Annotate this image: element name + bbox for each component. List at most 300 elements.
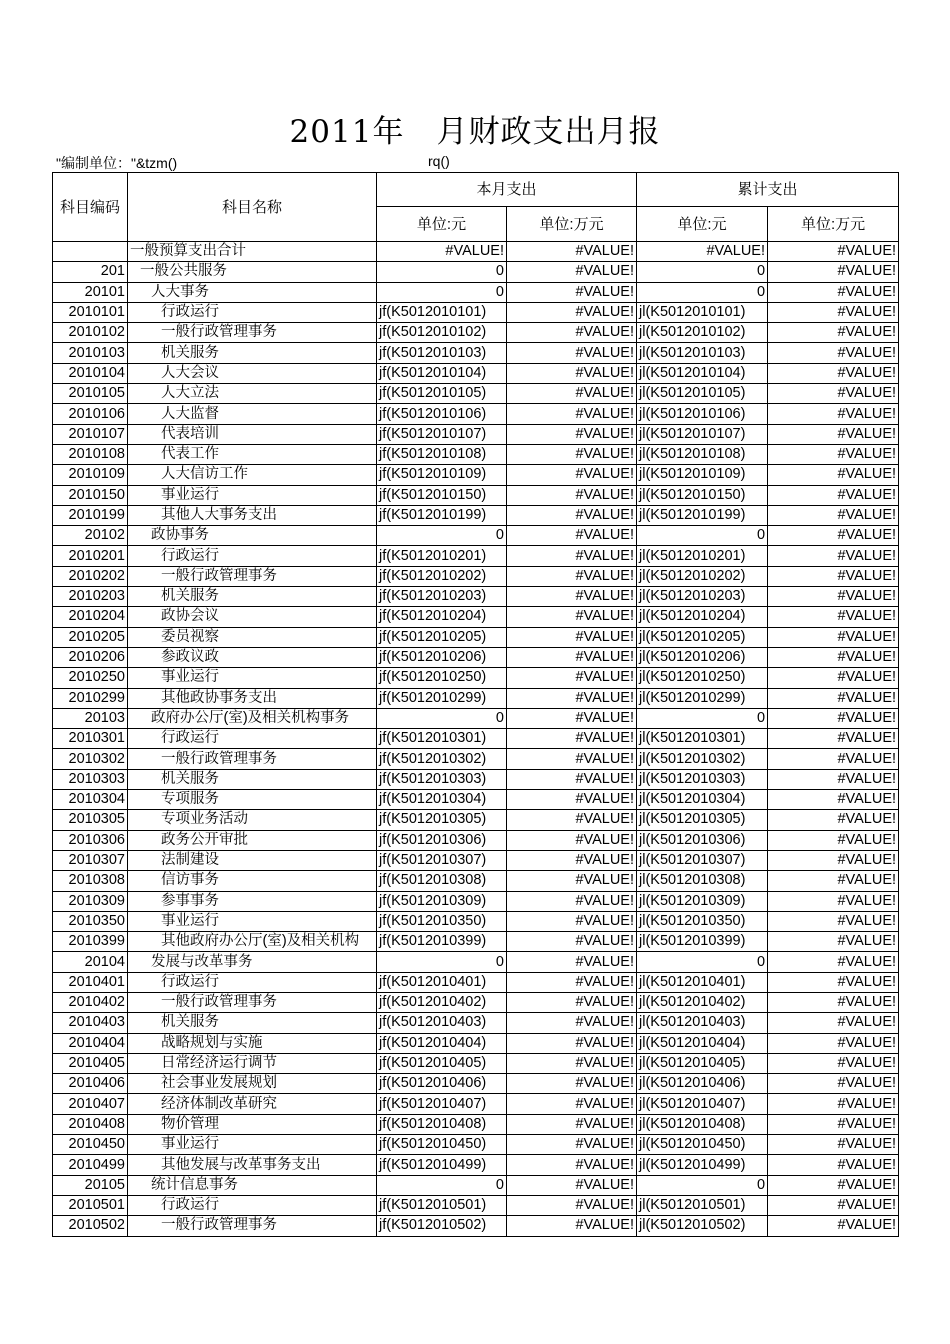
monthly-yuan-cell[interactable]: jf(K5012010108) (377, 444, 507, 464)
monthly-wan-cell[interactable]: #VALUE! (507, 952, 637, 972)
monthly-yuan-cell[interactable]: jf(K5012010304) (377, 790, 507, 810)
monthly-wan-cell[interactable]: #VALUE! (507, 587, 637, 607)
cumulative-yuan-cell[interactable]: jl(K5012010350) (637, 911, 768, 931)
monthly-wan-cell[interactable]: #VALUE! (507, 1155, 637, 1175)
cumulative-wan-cell[interactable]: #VALUE! (768, 363, 899, 383)
subject-name-cell[interactable] (128, 891, 377, 911)
monthly-wan-cell[interactable]: #VALUE! (507, 262, 637, 282)
monthly-yuan-cell[interactable]: jf(K5012010150) (377, 485, 507, 505)
cumulative-yuan-cell[interactable]: jl(K5012010402) (637, 992, 768, 1012)
monthly-yuan-cell[interactable]: jf(K5012010399) (377, 932, 507, 952)
cumulative-wan-cell[interactable]: #VALUE! (768, 729, 899, 749)
monthly-wan-cell[interactable]: #VALUE! (507, 830, 637, 850)
subject-name-cell[interactable] (128, 282, 377, 302)
cumulative-wan-cell[interactable]: #VALUE! (768, 607, 899, 627)
monthly-wan-cell[interactable]: #VALUE! (507, 1216, 637, 1236)
cumulative-wan-cell[interactable]: #VALUE! (768, 1094, 899, 1114)
monthly-wan-cell[interactable]: #VALUE! (507, 850, 637, 870)
cumulative-yuan-cell[interactable]: jl(K5012010106) (637, 404, 768, 424)
cumulative-wan-cell[interactable]: #VALUE! (768, 404, 899, 424)
monthly-yuan-cell[interactable]: jf(K5012010501) (377, 1195, 507, 1215)
monthly-yuan-cell[interactable]: jf(K5012010103) (377, 343, 507, 363)
monthly-yuan-cell[interactable]: jf(K5012010401) (377, 972, 507, 992)
subject-code-cell[interactable]: 2010305 (53, 810, 128, 830)
cumulative-wan-cell[interactable]: #VALUE! (768, 485, 899, 505)
subject-code-cell[interactable]: 2010109 (53, 465, 128, 485)
monthly-yuan-cell[interactable]: jf(K5012010403) (377, 1013, 507, 1033)
monthly-wan-cell[interactable]: #VALUE! (507, 465, 637, 485)
monthly-wan-cell[interactable]: #VALUE! (507, 810, 637, 830)
cumulative-yuan-cell[interactable]: #VALUE! (637, 242, 768, 262)
monthly-wan-cell[interactable]: #VALUE! (507, 323, 637, 343)
monthly-yuan-cell[interactable]: jf(K5012010350) (377, 911, 507, 931)
subject-name-cell[interactable] (128, 607, 377, 627)
cumulative-yuan-cell[interactable]: jl(K5012010306) (637, 830, 768, 850)
table-body (53, 242, 899, 1237)
cumulative-wan-cell[interactable]: #VALUE! (768, 546, 899, 566)
monthly-yuan-cell[interactable]: jf(K5012010408) (377, 1114, 507, 1134)
cumulative-yuan-cell[interactable]: jl(K5012010450) (637, 1135, 768, 1155)
subject-code-cell[interactable]: 2010303 (53, 769, 128, 789)
subject-code-cell[interactable]: 2010250 (53, 668, 128, 688)
monthly-yuan-cell[interactable]: 0 (377, 282, 507, 302)
subject-code-cell[interactable]: 2010309 (53, 891, 128, 911)
monthly-wan-cell[interactable]: #VALUE! (507, 1114, 637, 1134)
monthly-wan-cell[interactable]: #VALUE! (507, 627, 637, 647)
monthly-wan-cell[interactable]: #VALUE! (507, 790, 637, 810)
cumulative-yuan-cell[interactable]: jl(K5012010502) (637, 1216, 768, 1236)
cumulative-wan-cell[interactable]: #VALUE! (768, 932, 899, 952)
cumulative-yuan-cell[interactable]: 0 (637, 526, 768, 546)
cumulative-wan-cell[interactable]: #VALUE! (768, 1074, 899, 1094)
cumulative-wan-cell[interactable]: #VALUE! (768, 749, 899, 769)
cumulative-yuan-cell[interactable]: jl(K5012010150) (637, 485, 768, 505)
subject-name-cell[interactable] (128, 323, 377, 343)
cumulative-yuan-cell[interactable]: jl(K5012010404) (637, 1033, 768, 1053)
subject-name-cell[interactable] (128, 790, 377, 810)
subject-name-cell[interactable] (128, 546, 377, 566)
cumulative-yuan-cell[interactable]: jl(K5012010405) (637, 1053, 768, 1073)
cumulative-wan-cell[interactable]: #VALUE! (768, 911, 899, 931)
monthly-wan-cell[interactable]: #VALUE! (507, 1013, 637, 1033)
subject-code-cell[interactable]: 2010404 (53, 1033, 128, 1053)
subject-name-cell[interactable] (128, 1155, 377, 1175)
monthly-yuan-cell[interactable]: jf(K5012010450) (377, 1135, 507, 1155)
cumulative-yuan-cell[interactable]: jl(K5012010102) (637, 323, 768, 343)
cumulative-yuan-cell[interactable]: jl(K5012010299) (637, 688, 768, 708)
cumulative-wan-cell[interactable]: #VALUE! (768, 647, 899, 667)
cumulative-yuan-cell[interactable]: jl(K5012010401) (637, 972, 768, 992)
cumulative-wan-cell[interactable]: #VALUE! (768, 1216, 899, 1236)
subject-name-cell[interactable] (128, 1216, 377, 1236)
subject-name-cell[interactable] (128, 992, 377, 1012)
monthly-yuan-cell[interactable]: jf(K5012010307) (377, 850, 507, 870)
cumulative-wan-cell[interactable]: #VALUE! (768, 871, 899, 891)
subject-code-cell[interactable]: 2010299 (53, 688, 128, 708)
subject-code-cell[interactable]: 2010107 (53, 424, 128, 444)
cumulative-yuan-cell[interactable]: jl(K5012010408) (637, 1114, 768, 1134)
subject-code-cell[interactable]: 20102 (53, 526, 128, 546)
cumulative-wan-cell[interactable]: #VALUE! (768, 1033, 899, 1053)
monthly-yuan-cell[interactable]: 0 (377, 708, 507, 728)
subject-name-cell[interactable] (128, 972, 377, 992)
cumulative-yuan-cell[interactable]: jl(K5012010204) (637, 607, 768, 627)
monthly-yuan-cell[interactable]: 0 (377, 1175, 507, 1195)
cumulative-yuan-cell[interactable]: jl(K5012010104) (637, 363, 768, 383)
cumulative-yuan-cell[interactable]: jl(K5012010101) (637, 302, 768, 322)
subject-name-cell[interactable] (128, 566, 377, 586)
monthly-yuan-cell[interactable]: jf(K5012010406) (377, 1074, 507, 1094)
monthly-wan-cell[interactable]: #VALUE! (507, 871, 637, 891)
subject-name-cell[interactable] (128, 424, 377, 444)
subject-code-cell[interactable]: 2010450 (53, 1135, 128, 1155)
subject-code-cell[interactable]: 2010308 (53, 871, 128, 891)
subject-code-cell[interactable]: 20105 (53, 1175, 128, 1195)
monthly-wan-cell[interactable]: #VALUE! (507, 668, 637, 688)
monthly-wan-cell[interactable]: #VALUE! (507, 1135, 637, 1155)
cumulative-wan-cell[interactable]: #VALUE! (768, 992, 899, 1012)
subject-code-cell[interactable]: 2010101 (53, 302, 128, 322)
monthly-wan-cell[interactable]: #VALUE! (507, 1074, 637, 1094)
cumulative-yuan-cell[interactable]: jl(K5012010499) (637, 1155, 768, 1175)
monthly-wan-cell[interactable]: #VALUE! (507, 526, 637, 546)
subject-code-cell[interactable]: 2010399 (53, 932, 128, 952)
subject-code-cell[interactable]: 2010106 (53, 404, 128, 424)
monthly-yuan-cell[interactable]: jf(K5012010203) (377, 587, 507, 607)
cumulative-wan-cell[interactable]: #VALUE! (768, 526, 899, 546)
monthly-wan-cell[interactable]: #VALUE! (507, 1195, 637, 1215)
cumulative-yuan-cell[interactable]: jl(K5012010105) (637, 384, 768, 404)
cumulative-wan-cell[interactable]: #VALUE! (768, 1175, 899, 1195)
monthly-wan-cell[interactable]: #VALUE! (507, 363, 637, 383)
monthly-yuan-cell[interactable]: jf(K5012010499) (377, 1155, 507, 1175)
subject-name-cell[interactable] (128, 262, 377, 282)
cumulative-yuan-cell[interactable]: jl(K5012010250) (637, 668, 768, 688)
monthly-wan-cell[interactable]: #VALUE! (507, 1053, 637, 1073)
subject-name-cell[interactable] (128, 668, 377, 688)
monthly-yuan-cell[interactable]: jf(K5012010404) (377, 1033, 507, 1053)
cumulative-yuan-cell[interactable]: jl(K5012010107) (637, 424, 768, 444)
monthly-yuan-cell[interactable]: jf(K5012010201) (377, 546, 507, 566)
cumulative-wan-cell[interactable]: #VALUE! (768, 1114, 899, 1134)
cumulative-wan-cell[interactable]: #VALUE! (768, 1155, 899, 1175)
subject-code-cell[interactable]: 2010204 (53, 607, 128, 627)
cumulative-yuan-cell[interactable]: jl(K5012010407) (637, 1094, 768, 1114)
monthly-yuan-cell[interactable]: jf(K5012010102) (377, 323, 507, 343)
monthly-wan-cell[interactable]: #VALUE! (507, 932, 637, 952)
monthly-yuan-cell[interactable]: jf(K5012010308) (377, 871, 507, 891)
cumulative-wan-cell[interactable]: #VALUE! (768, 972, 899, 992)
monthly-yuan-cell[interactable]: jf(K5012010202) (377, 566, 507, 586)
cumulative-yuan-cell[interactable]: jl(K5012010109) (637, 465, 768, 485)
monthly-wan-cell[interactable]: #VALUE! (507, 242, 637, 262)
cumulative-yuan-cell[interactable]: 0 (637, 262, 768, 282)
monthly-wan-cell[interactable]: #VALUE! (507, 749, 637, 769)
monthly-yuan-cell[interactable]: jf(K5012010204) (377, 607, 507, 627)
cumulative-yuan-cell[interactable]: jl(K5012010201) (637, 546, 768, 566)
subject-code-cell[interactable]: 2010304 (53, 790, 128, 810)
subject-name-cell[interactable] (128, 302, 377, 322)
subject-code-cell[interactable]: 20103 (53, 708, 128, 728)
subject-name-cell[interactable] (128, 911, 377, 931)
subject-code-cell[interactable]: 2010302 (53, 749, 128, 769)
monthly-wan-cell[interactable]: #VALUE! (507, 1175, 637, 1195)
monthly-wan-cell[interactable]: #VALUE! (507, 992, 637, 1012)
monthly-yuan-cell[interactable]: jf(K5012010402) (377, 992, 507, 1012)
cumulative-wan-cell[interactable]: #VALUE! (768, 1135, 899, 1155)
cumulative-yuan-cell[interactable]: jl(K5012010403) (637, 1013, 768, 1033)
cumulative-wan-cell[interactable]: #VALUE! (768, 343, 899, 363)
subject-name-cell[interactable] (128, 1074, 377, 1094)
subject-code-cell[interactable]: 2010405 (53, 1053, 128, 1073)
cumulative-wan-cell[interactable]: #VALUE! (768, 830, 899, 850)
subject-code-cell[interactable]: 2010306 (53, 830, 128, 850)
cumulative-yuan-cell[interactable]: jl(K5012010308) (637, 871, 768, 891)
monthly-yuan-cell[interactable]: jf(K5012010305) (377, 810, 507, 830)
cumulative-wan-cell[interactable]: #VALUE! (768, 444, 899, 464)
subject-code-cell[interactable]: 2010403 (53, 1013, 128, 1033)
subject-code-cell[interactable]: 2010105 (53, 384, 128, 404)
cumulative-wan-cell[interactable]: #VALUE! (768, 1195, 899, 1215)
subject-name-cell[interactable] (128, 343, 377, 363)
monthly-yuan-cell[interactable]: jf(K5012010104) (377, 363, 507, 383)
subject-name-cell[interactable] (128, 647, 377, 667)
subject-name-cell[interactable] (128, 1013, 377, 1033)
monthly-wan-cell[interactable]: #VALUE! (507, 972, 637, 992)
cumulative-yuan-cell[interactable]: jl(K5012010501) (637, 1195, 768, 1215)
subject-name-cell[interactable] (128, 404, 377, 424)
subject-name-cell[interactable] (128, 749, 377, 769)
subject-code-cell[interactable]: 2010350 (53, 911, 128, 931)
subject-name-cell[interactable] (128, 810, 377, 830)
subject-code-cell[interactable]: 2010402 (53, 992, 128, 1012)
cumulative-wan-cell[interactable]: #VALUE! (768, 566, 899, 586)
monthly-wan-cell[interactable]: #VALUE! (507, 688, 637, 708)
subject-code-cell[interactable]: 2010205 (53, 627, 128, 647)
cumulative-wan-cell[interactable]: #VALUE! (768, 952, 899, 972)
cumulative-yuan-cell[interactable]: jl(K5012010302) (637, 749, 768, 769)
monthly-yuan-cell[interactable]: jf(K5012010107) (377, 424, 507, 444)
cumulative-yuan-cell[interactable]: 0 (637, 952, 768, 972)
monthly-yuan-cell[interactable]: jf(K5012010407) (377, 1094, 507, 1114)
monthly-yuan-cell[interactable]: #VALUE! (377, 242, 507, 262)
subject-name-cell[interactable] (128, 384, 377, 404)
subject-code-cell[interactable]: 2010203 (53, 587, 128, 607)
subject-name-cell[interactable] (128, 526, 377, 546)
subject-name-cell[interactable] (128, 708, 377, 728)
cumulative-yuan-cell[interactable]: jl(K5012010309) (637, 891, 768, 911)
monthly-yuan-cell[interactable]: jf(K5012010106) (377, 404, 507, 424)
subject-code-cell[interactable]: 2010201 (53, 546, 128, 566)
cumulative-wan-cell[interactable]: #VALUE! (768, 242, 899, 262)
cumulative-wan-cell[interactable]: #VALUE! (768, 627, 899, 647)
cumulative-wan-cell[interactable]: #VALUE! (768, 708, 899, 728)
subject-name-cell[interactable] (128, 242, 377, 262)
subject-name-text: 社会事业发展规划 (161, 1075, 277, 1092)
monthly-yuan-cell[interactable]: jf(K5012010306) (377, 830, 507, 850)
subject-code-cell[interactable]: 2010102 (53, 323, 128, 343)
monthly-wan-cell[interactable]: #VALUE! (507, 647, 637, 667)
subject-name-cell[interactable] (128, 688, 377, 708)
monthly-yuan-cell[interactable]: jf(K5012010206) (377, 647, 507, 667)
monthly-wan-cell[interactable]: #VALUE! (507, 607, 637, 627)
cumulative-yuan-cell[interactable]: jl(K5012010301) (637, 729, 768, 749)
monthly-wan-cell[interactable]: #VALUE! (507, 404, 637, 424)
monthly-wan-cell[interactable]: #VALUE! (507, 911, 637, 931)
subject-name-cell[interactable] (128, 465, 377, 485)
subject-name-cell[interactable] (128, 769, 377, 789)
subject-code-cell[interactable]: 2010499 (53, 1155, 128, 1175)
cumulative-yuan-cell[interactable]: jl(K5012010199) (637, 505, 768, 525)
monthly-wan-cell[interactable]: #VALUE! (507, 729, 637, 749)
cumulative-wan-cell[interactable]: #VALUE! (768, 790, 899, 810)
cumulative-wan-cell[interactable]: #VALUE! (768, 891, 899, 911)
cumulative-wan-cell[interactable]: #VALUE! (768, 465, 899, 485)
subject-name-cell[interactable] (128, 1135, 377, 1155)
subject-code-cell[interactable]: 2010199 (53, 505, 128, 525)
subject-code-cell[interactable]: 2010202 (53, 566, 128, 586)
subject-code-cell[interactable]: 2010150 (53, 485, 128, 505)
subject-name-cell[interactable] (128, 444, 377, 464)
subject-code-cell[interactable]: 2010108 (53, 444, 128, 464)
monthly-wan-cell[interactable]: #VALUE! (507, 769, 637, 789)
monthly-wan-cell[interactable]: #VALUE! (507, 282, 637, 302)
subject-name-cell[interactable] (128, 952, 377, 972)
subject-name-text: 政协事务 (151, 527, 209, 544)
cumulative-wan-cell[interactable]: #VALUE! (768, 587, 899, 607)
cumulative-yuan-cell[interactable]: jl(K5012010202) (637, 566, 768, 586)
monthly-yuan-cell[interactable]: jf(K5012010309) (377, 891, 507, 911)
monthly-yuan-cell[interactable]: jf(K5012010405) (377, 1053, 507, 1073)
subject-name-cell[interactable] (128, 1114, 377, 1134)
cumulative-yuan-cell[interactable]: jl(K5012010303) (637, 769, 768, 789)
subject-code-cell[interactable]: 2010501 (53, 1195, 128, 1215)
cumulative-wan-cell[interactable]: #VALUE! (768, 688, 899, 708)
monthly-yuan-cell[interactable]: jf(K5012010105) (377, 384, 507, 404)
cumulative-yuan-cell[interactable]: jl(K5012010206) (637, 647, 768, 667)
cumulative-yuan-cell[interactable]: jl(K5012010406) (637, 1074, 768, 1094)
subject-name-text: 专项服务 (161, 791, 219, 808)
monthly-wan-cell[interactable]: #VALUE! (507, 1094, 637, 1114)
subject-code-cell[interactable] (53, 242, 128, 262)
cumulative-yuan-cell[interactable]: jl(K5012010203) (637, 587, 768, 607)
monthly-wan-cell[interactable]: #VALUE! (507, 444, 637, 464)
subject-code-cell[interactable]: 2010401 (53, 972, 128, 992)
monthly-yuan-cell[interactable]: jf(K5012010205) (377, 627, 507, 647)
subject-code-cell[interactable]: 2010407 (53, 1094, 128, 1114)
subject-code-cell[interactable]: 2010104 (53, 363, 128, 383)
monthly-wan-cell[interactable]: #VALUE! (507, 343, 637, 363)
monthly-wan-cell[interactable]: #VALUE! (507, 546, 637, 566)
monthly-yuan-cell[interactable]: jf(K5012010303) (377, 769, 507, 789)
subject-name-cell[interactable] (128, 932, 377, 952)
subject-code-cell[interactable]: 2010408 (53, 1114, 128, 1134)
monthly-wan-cell[interactable]: #VALUE! (507, 566, 637, 586)
subject-name-cell[interactable] (128, 850, 377, 870)
monthly-yuan-cell[interactable]: jf(K5012010250) (377, 668, 507, 688)
cumulative-yuan-cell[interactable]: jl(K5012010305) (637, 810, 768, 830)
cumulative-yuan-cell[interactable]: jl(K5012010304) (637, 790, 768, 810)
cumulative-wan-cell[interactable]: #VALUE! (768, 1053, 899, 1073)
subject-code-cell[interactable]: 2010301 (53, 729, 128, 749)
monthly-wan-cell[interactable]: #VALUE! (507, 708, 637, 728)
subject-code-cell[interactable]: 2010103 (53, 343, 128, 363)
subject-name-cell[interactable] (128, 627, 377, 647)
monthly-yuan-cell[interactable]: 0 (377, 952, 507, 972)
monthly-yuan-cell[interactable]: jf(K5012010502) (377, 1216, 507, 1236)
monthly-yuan-cell[interactable]: jf(K5012010101) (377, 302, 507, 322)
subject-code-cell[interactable]: 20104 (53, 952, 128, 972)
subject-name-text: 机关服务 (161, 344, 219, 361)
cumulative-wan-cell[interactable]: #VALUE! (768, 282, 899, 302)
cumulative-wan-cell[interactable]: #VALUE! (768, 384, 899, 404)
subject-code-cell[interactable]: 2010206 (53, 647, 128, 667)
subject-name-cell[interactable] (128, 485, 377, 505)
subject-name-cell[interactable] (128, 587, 377, 607)
monthly-yuan-cell[interactable]: jf(K5012010299) (377, 688, 507, 708)
cumulative-yuan-cell[interactable]: 0 (637, 1175, 768, 1195)
header-name: 科目名称 (128, 173, 377, 242)
cumulative-yuan-cell[interactable]: jl(K5012010307) (637, 850, 768, 870)
cumulative-wan-cell[interactable]: #VALUE! (768, 505, 899, 525)
monthly-wan-cell[interactable]: #VALUE! (507, 1033, 637, 1053)
subject-name-cell[interactable] (128, 871, 377, 891)
cumulative-yuan-cell[interactable]: 0 (637, 708, 768, 728)
cumulative-yuan-cell[interactable]: jl(K5012010108) (637, 444, 768, 464)
cumulative-wan-cell[interactable]: #VALUE! (768, 668, 899, 688)
subject-name-cell[interactable] (128, 1195, 377, 1215)
cumulative-yuan-cell[interactable]: jl(K5012010103) (637, 343, 768, 363)
subject-name-cell[interactable] (128, 1033, 377, 1053)
monthly-yuan-cell[interactable]: jf(K5012010302) (377, 749, 507, 769)
cumulative-wan-cell[interactable]: #VALUE! (768, 302, 899, 322)
monthly-yuan-cell[interactable]: jf(K5012010199) (377, 505, 507, 525)
subject-name-cell[interactable] (128, 363, 377, 383)
subject-name-cell[interactable] (128, 830, 377, 850)
cumulative-wan-cell[interactable]: #VALUE! (768, 323, 899, 343)
subject-code-cell[interactable]: 20101 (53, 282, 128, 302)
subject-code-cell[interactable]: 2010406 (53, 1074, 128, 1094)
subject-code-cell[interactable]: 2010307 (53, 850, 128, 870)
subject-name-cell[interactable] (128, 1094, 377, 1114)
subject-name-cell[interactable] (128, 1053, 377, 1073)
monthly-yuan-cell[interactable]: 0 (377, 526, 507, 546)
cumulative-wan-cell[interactable]: #VALUE! (768, 1013, 899, 1033)
subject-name-cell[interactable] (128, 1175, 377, 1195)
monthly-wan-cell[interactable]: #VALUE! (507, 891, 637, 911)
cumulative-yuan-cell[interactable]: jl(K5012010205) (637, 627, 768, 647)
subject-name-cell[interactable] (128, 729, 377, 749)
monthly-wan-cell[interactable]: #VALUE! (507, 485, 637, 505)
cumulative-wan-cell[interactable]: #VALUE! (768, 769, 899, 789)
cumulative-wan-cell[interactable]: #VALUE! (768, 810, 899, 830)
monthly-yuan-cell[interactable]: jf(K5012010301) (377, 729, 507, 749)
cumulative-wan-cell[interactable]: #VALUE! (768, 850, 899, 870)
monthly-yuan-cell[interactable]: 0 (377, 262, 507, 282)
monthly-wan-cell[interactable]: #VALUE! (507, 384, 637, 404)
cumulative-yuan-cell[interactable]: 0 (637, 282, 768, 302)
subject-code-cell[interactable]: 2010502 (53, 1216, 128, 1236)
cumulative-yuan-cell[interactable]: jl(K5012010399) (637, 932, 768, 952)
monthly-wan-cell[interactable]: #VALUE! (507, 505, 637, 525)
monthly-yuan-cell[interactable]: jf(K5012010109) (377, 465, 507, 485)
subject-name-cell[interactable] (128, 505, 377, 525)
cumulative-wan-cell[interactable]: #VALUE! (768, 262, 899, 282)
subject-code-cell[interactable]: 201 (53, 262, 128, 282)
monthly-wan-cell[interactable]: #VALUE! (507, 424, 637, 444)
monthly-wan-cell[interactable]: #VALUE! (507, 302, 637, 322)
cumulative-wan-cell[interactable]: #VALUE! (768, 424, 899, 444)
